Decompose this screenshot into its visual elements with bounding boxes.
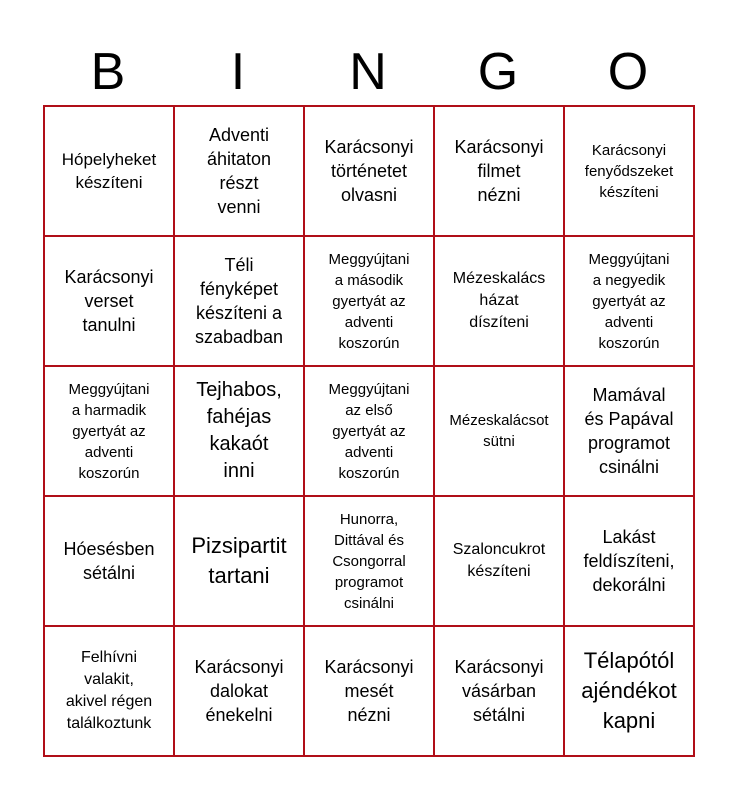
bingo-cell[interactable]	[45, 497, 173, 625]
bingo-cell[interactable]	[435, 627, 563, 755]
bingo-cell[interactable]	[435, 497, 563, 625]
bingo-cell[interactable]	[45, 367, 173, 495]
cell-text: Téli fényképet készíteni a szabadban	[194, 255, 284, 347]
cell-text: Hópelyheket készíteni	[61, 150, 157, 192]
bingo-cell[interactable]	[565, 367, 693, 495]
cell-text: Mézeskalács házat díszíteni	[452, 270, 546, 331]
bingo-cell[interactable]	[305, 107, 433, 235]
cell-text: Karácsonyi verset tanulni	[64, 267, 154, 335]
bingo-cell[interactable]	[175, 237, 303, 365]
bingo-cell[interactable]	[45, 627, 173, 755]
cell-text: Karácsonyi dalokat énekelni	[194, 657, 284, 725]
header-letter-n: N	[349, 43, 387, 101]
cell-text: Karácsonyi vásárban sétálni	[454, 657, 544, 725]
cell-text: Karácsonyi filmet nézni	[454, 137, 544, 205]
cell-text: Tejhabos, fahéjas kakaót inni	[196, 379, 282, 482]
header-letter-i: I	[230, 43, 246, 101]
bingo-cell[interactable]	[565, 497, 693, 625]
bingo-board	[43, 105, 695, 757]
bingo-cell[interactable]	[565, 107, 693, 235]
bingo-cell[interactable]	[435, 237, 563, 365]
header-letter-b: B	[90, 43, 126, 101]
cell-text: Pizsipartit tartani	[191, 533, 287, 588]
cell-text: Télapótól ajéndékot kapni	[581, 648, 677, 733]
bingo-cell[interactable]	[175, 107, 303, 235]
bingo-cell[interactable]	[435, 107, 563, 235]
cell-text: Lakást feldíszíteni, dekorálni	[583, 527, 675, 595]
bingo-cell[interactable]	[175, 627, 303, 755]
cell-text: Karácsonyi fenyődszeket készíteni	[584, 141, 674, 201]
cell-text: Karácsonyi történetet olvasni	[324, 137, 414, 205]
cell-text: Adventi áhitaton részt venni	[206, 125, 272, 217]
bingo-cell[interactable]	[435, 367, 563, 495]
header-letter-o: O	[607, 43, 649, 101]
cell-text: Mamával és Papával programot csinálni	[584, 385, 674, 477]
bingo-cell[interactable]	[565, 237, 693, 365]
bingo-cell[interactable]	[305, 237, 433, 365]
bingo-cell[interactable]	[305, 497, 433, 625]
bingo-cell[interactable]	[305, 367, 433, 495]
cell-text: Meggyújtani a harmadik gyertyát az adventi koszorún	[68, 380, 150, 482]
bingo-cell[interactable]	[175, 367, 303, 495]
cell-text: Meggyújtani az első gyertyát az adventi koszorún	[328, 380, 410, 482]
bingo-header	[43, 40, 693, 104]
cell-text: Meggyújtani a negyedik gyertyát az adventi koszorún	[588, 250, 670, 352]
cell-text: Hóesésben sétálni	[63, 539, 155, 583]
cell-text: Szaloncukrot készíteni	[452, 541, 546, 580]
bingo-cell[interactable]	[175, 497, 303, 625]
bingo-cell[interactable]	[305, 627, 433, 755]
cell-text: Meggyújtani a második gyertyát az adventi koszorún	[328, 250, 410, 352]
cell-text: Hunorra, Dittával és Csongorral programot csinálni	[332, 510, 406, 612]
cell-text: Felhívni valakit, akivel régen találkoztunk	[65, 649, 153, 732]
header-letter-g: G	[477, 43, 519, 101]
cell-text: Mézeskalácsot sütni	[449, 412, 549, 450]
bingo-cell[interactable]	[45, 107, 173, 235]
cell-text: Karácsonyi mesét nézni	[324, 657, 414, 725]
bingo-cell[interactable]	[45, 237, 173, 365]
bingo-cell[interactable]	[565, 627, 693, 755]
